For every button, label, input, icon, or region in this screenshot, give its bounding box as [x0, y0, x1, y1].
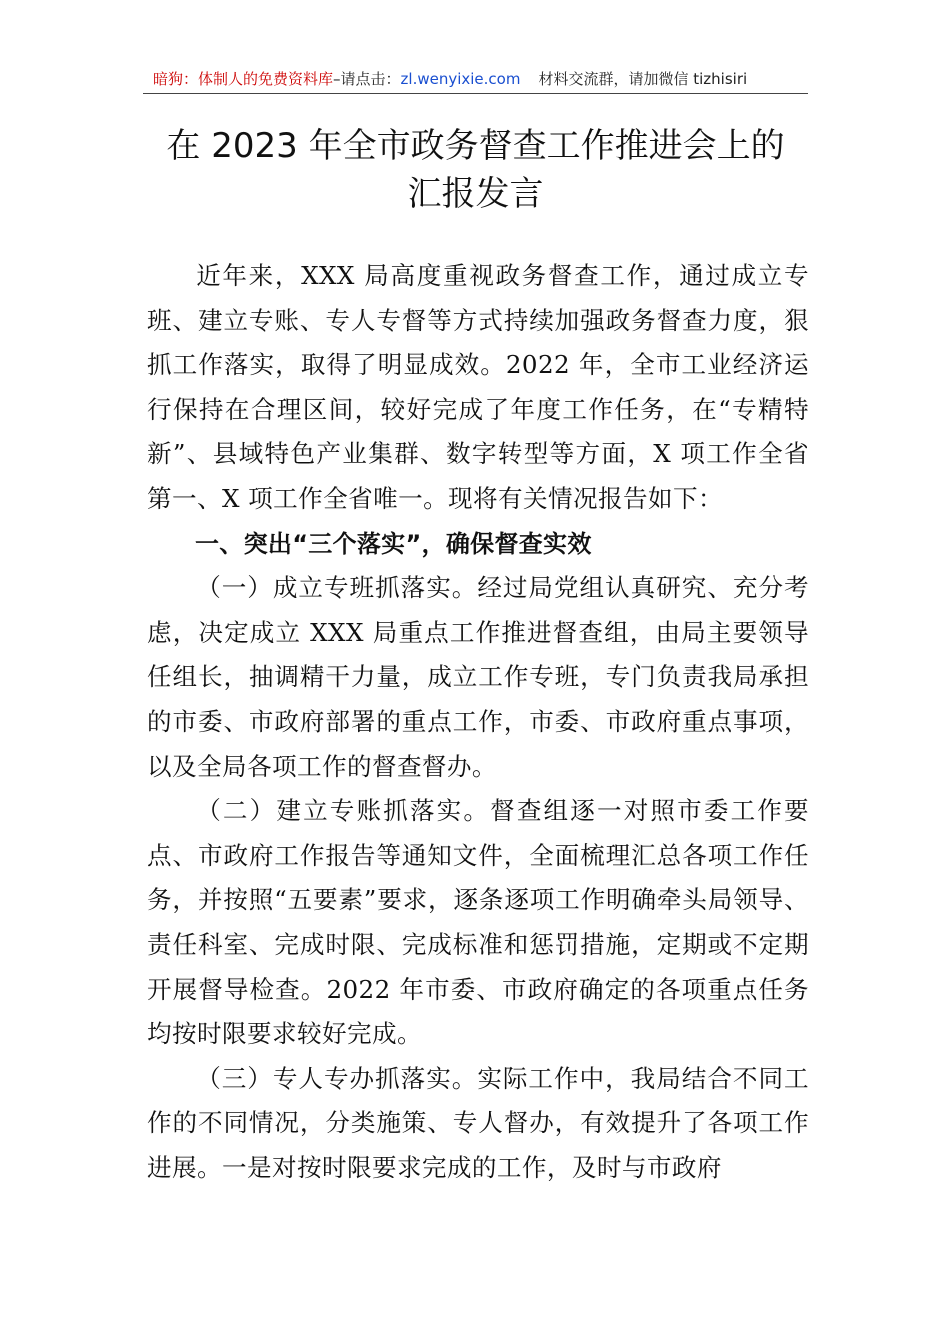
header-site-name: 暗狗：体制人的免费资料库 [153, 70, 334, 88]
header-link[interactable]: zl.wenyixie.com [400, 70, 521, 88]
document-title [143, 122, 808, 218]
header-click-hint: –请点击： [333, 70, 401, 88]
page-header [143, 64, 808, 94]
section-heading-1: 一、突出“三个落实”，确保督查实效 [195, 529, 592, 558]
paragraph-1: （一）成立专班抓落实。经过局党组认真研究、充分考虑，决定成立 XXX 局重点工作推进督查组，由局主要领导任组长，抽调精干力量，成立工作专班，专门负责我局承担的市委、市政府部署的重点工作，市委、市政府重点事项，以及全局各项工作的督查督办。 [147, 573, 809, 781]
document-body [147, 254, 809, 1190]
title-line-2: 汇报发言 [407, 174, 544, 214]
title-line-1: 在 2023 年全市政务督查工作推进会上的 [166, 126, 785, 166]
header-wechat-note: 材料交流群，请加微信 tizhisiri [538, 70, 748, 88]
paragraph-2: （二）建立专账抓落实。督查组逐一对照市委工作要点、市政府工作报告等通知文件，全面梳理汇总各项工作任务，并按照“五要素”要求，逐条逐项工作明确牵头局领导、责任科室、完成时限、完成标准和惩罚措施，定期或不定期开展督导检查。2022 年市委、市政府确定的各项重点任务均按时限要求较好完成。 [147, 796, 809, 1049]
paragraph-3: （三）专人专办抓落实。实际工作中，我局结合不同工作的不同情况，分类施策、专人督办，有效提升了各项工作进展。一是对按时限要求完成的工作，及时与市政府 [147, 1063, 809, 1182]
intro-paragraph: 近年来，XXX 局高度重视政务督查工作，通过成立专班、建立专账、专人专督等方式持续加强政务督查力度，狠抓工作落实，取得了明显成效。2022 年，全市工业经济运行保持在合理区间，较好完成了年度工作任务，在“专精特新”、县域特色产业集群、数字转型等方面，X 项工作全省第一、X 项工作全省唯一。现将有关情况报告如下： [147, 261, 809, 513]
